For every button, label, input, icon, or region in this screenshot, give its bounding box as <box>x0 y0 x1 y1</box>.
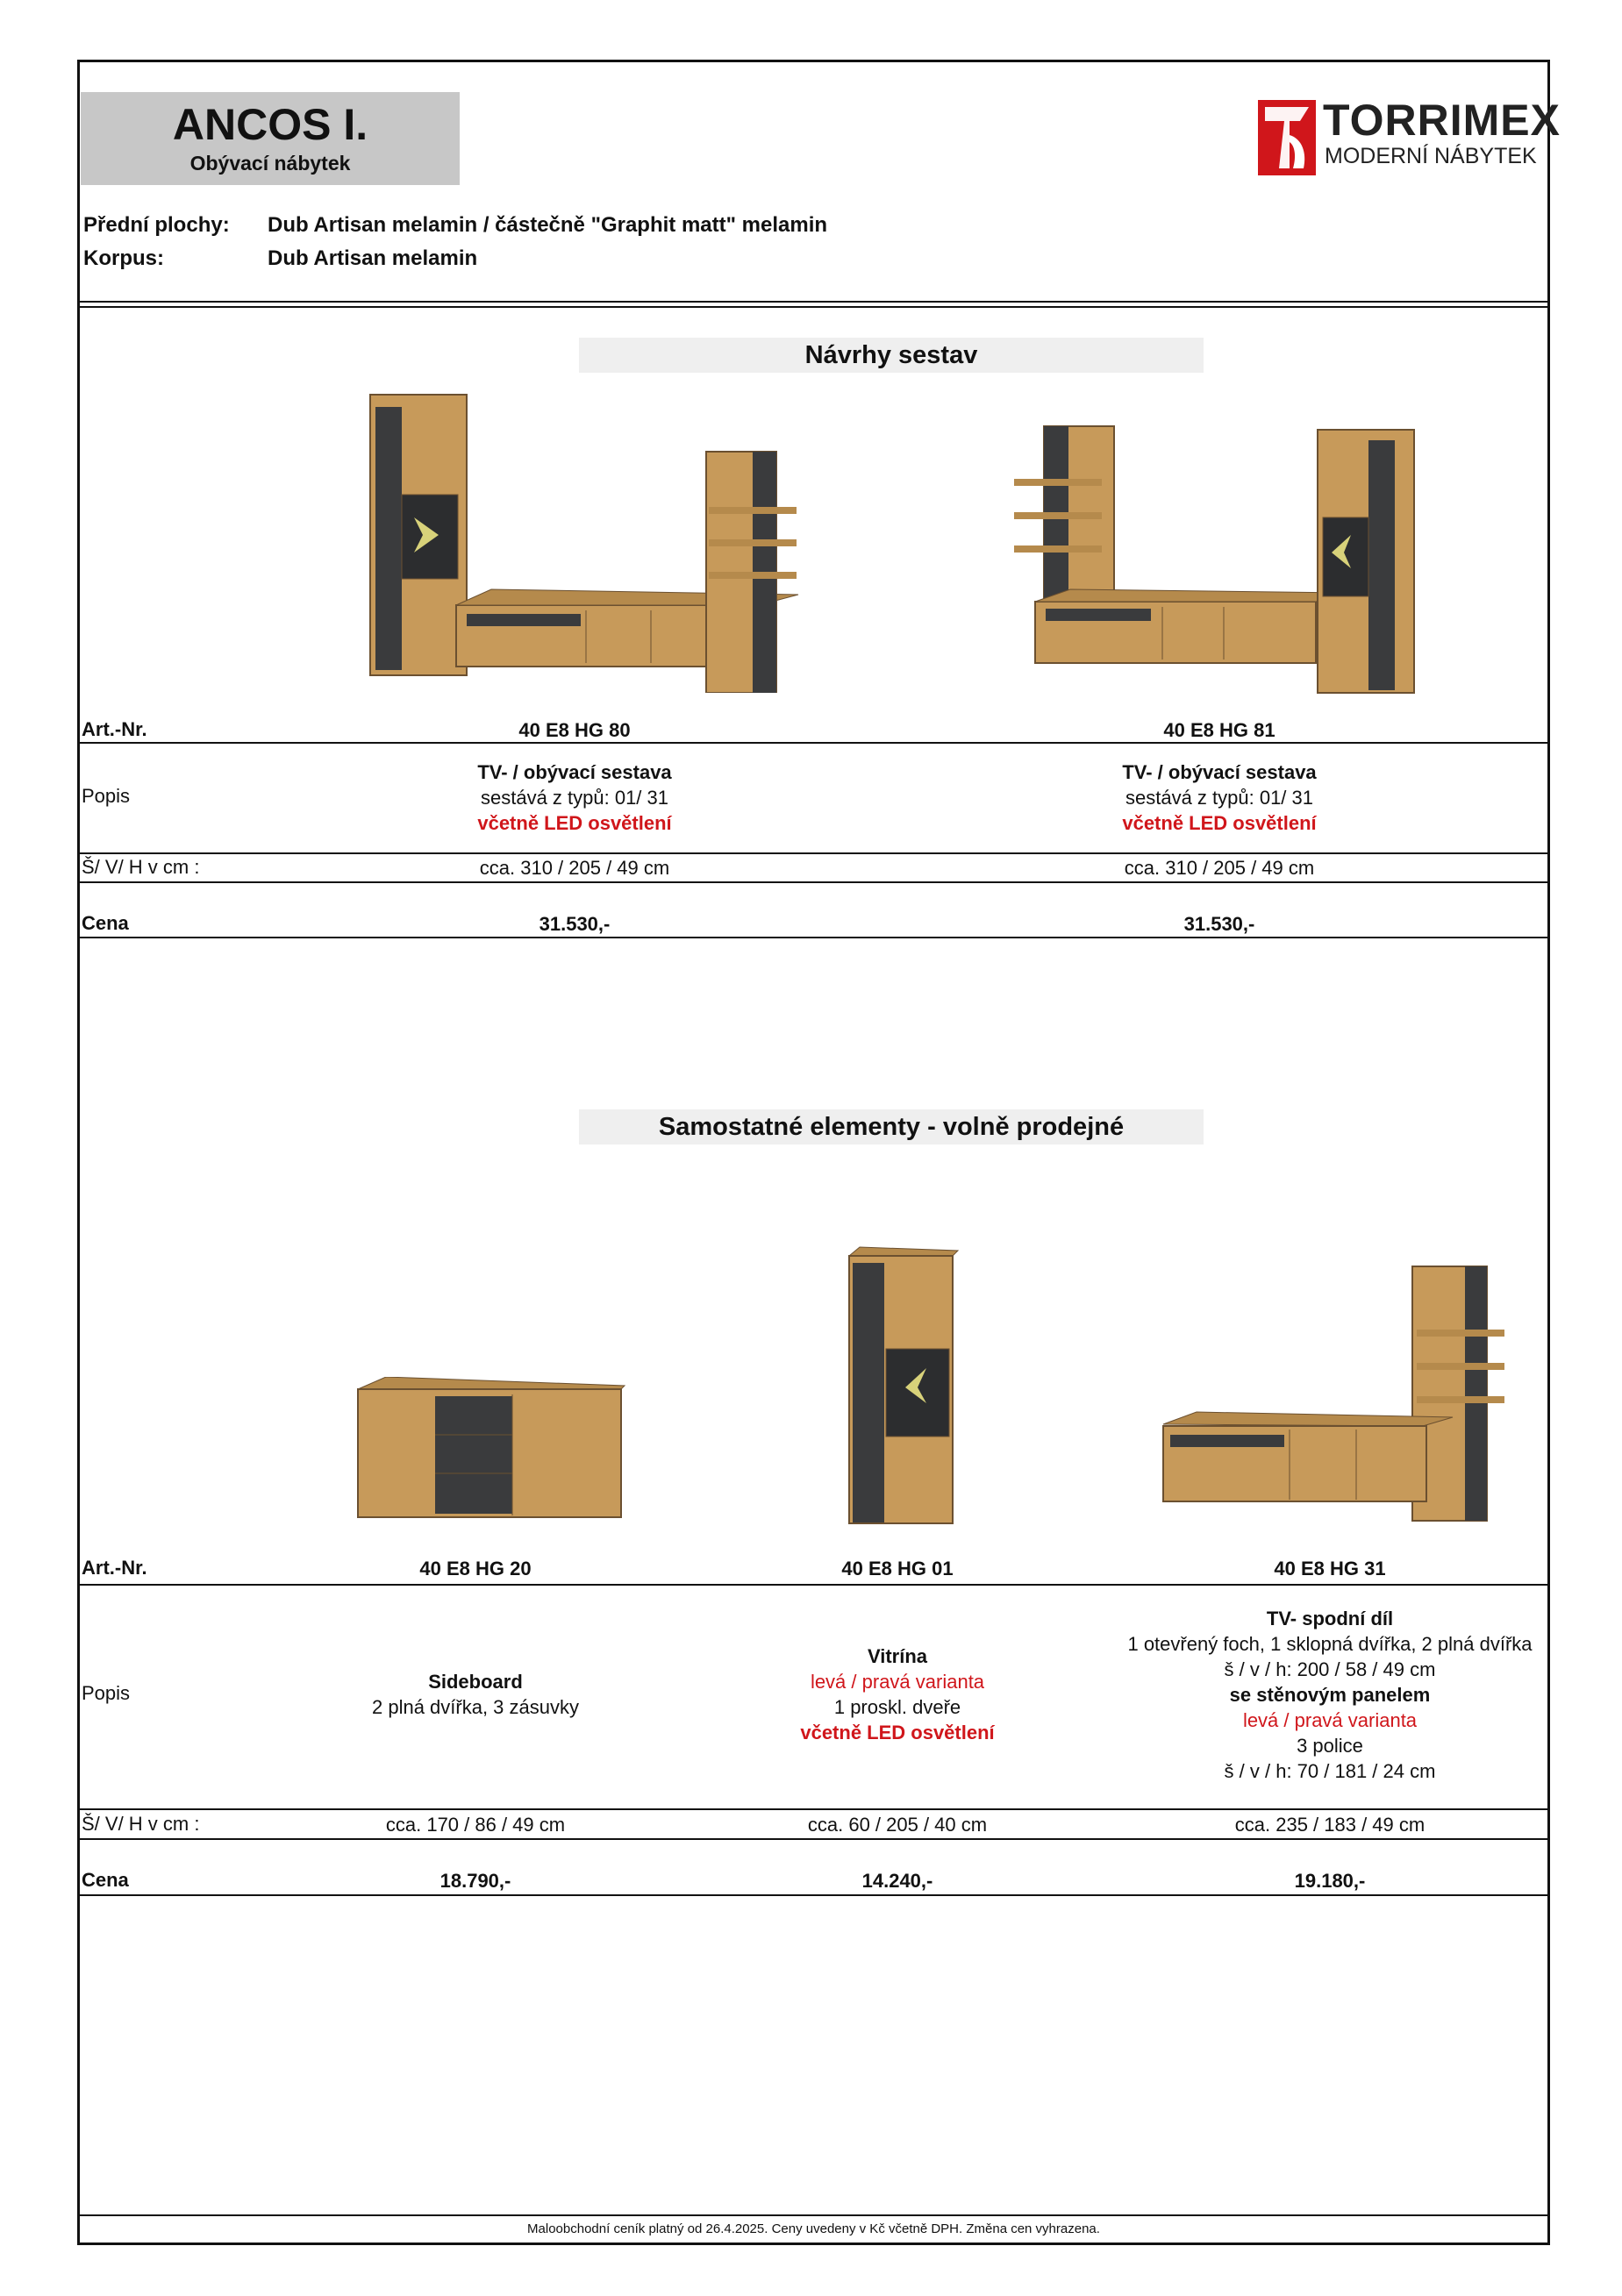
item-price: 18.790,- <box>439 1870 511 1892</box>
art-number: 40 E8 HG 80 <box>518 719 631 741</box>
divider <box>77 1838 1550 1840</box>
section-heading-elements: Samostatné elementy - volně prodejné <box>579 1109 1204 1144</box>
item-price: 31.530,- <box>539 913 611 935</box>
popis-label: Popis <box>82 1682 131 1704</box>
item-price: 19.180,- <box>1294 1870 1366 1892</box>
divider <box>77 1894 1550 1896</box>
desc-led: včetně LED osvětlení <box>477 812 672 834</box>
desc-title: TV- spodní díl <box>1266 1608 1394 1629</box>
dims-label: Š/ V/ H v cm : <box>82 1813 200 1835</box>
item-description <box>1097 1606 1562 1784</box>
artnr-label: Art.-Nr. <box>82 1557 147 1579</box>
tv-unit-image <box>1158 1263 1526 1526</box>
body-label: Korpus: <box>83 246 164 270</box>
divider <box>77 881 1550 883</box>
desc-title: TV- / obývací sestava <box>1122 761 1317 783</box>
furniture-set-81-image <box>1000 421 1439 702</box>
vitrine-image <box>842 1245 965 1526</box>
desc-title: Vitrína <box>867 1645 928 1667</box>
desc-title: Sideboard <box>428 1671 523 1693</box>
divider <box>77 1584 1550 1586</box>
page-subtitle: Obývací nábytek <box>189 152 351 175</box>
desc-variant: levá / pravá varianta <box>1242 1709 1418 1731</box>
desc-subtitle: se stěnovým panelem <box>1229 1684 1431 1706</box>
art-number: 40 E8 HG 81 <box>1163 719 1275 741</box>
item-description <box>678 1644 1117 1745</box>
desc-line: 2 plná dvířka, 3 zásuvky <box>371 1696 579 1718</box>
price-label: Cena <box>82 1869 129 1891</box>
desc-led: včetně LED osvětlení <box>1122 812 1317 834</box>
desc-led: včetně LED osvětlení <box>800 1722 995 1743</box>
desc-title: TV- / obývací sestava <box>477 761 672 783</box>
page-frame <box>77 60 1550 2245</box>
dims-label: Š/ V/ H v cm : <box>82 856 200 878</box>
item-dimensions: cca. 310 / 205 / 49 cm <box>1124 857 1315 879</box>
furniture-set-80-image <box>360 386 807 693</box>
price-label: Cena <box>82 912 129 934</box>
divider <box>77 1808 1550 1810</box>
item-dimensions: cca. 60 / 205 / 40 cm <box>807 1814 988 1836</box>
desc-line: 1 otevřený foch, 1 sklopná dvířka, 2 plná dvířka <box>1127 1633 1533 1655</box>
item-description <box>355 759 794 836</box>
item-description <box>256 1669 695 1720</box>
art-number: 40 E8 HG 01 <box>841 1558 954 1579</box>
brand-logo <box>1258 96 1561 177</box>
fronts-value: Dub Artisan melamin / částečně "Graphit matt" melamin <box>268 213 828 237</box>
desc-line: sestává z typů: 01/ 31 <box>1125 787 1314 809</box>
divider <box>77 301 1550 303</box>
desc-variant: levá / pravá varianta <box>810 1671 985 1693</box>
art-number: 40 E8 HG 20 <box>419 1558 532 1579</box>
page-title: ANCOS I. <box>172 100 368 149</box>
item-price: 31.530,- <box>1183 913 1255 935</box>
item-description <box>1000 759 1439 836</box>
section-heading-sets: Návrhy sestav <box>579 338 1204 373</box>
item-dimensions: cca. 235 / 183 / 49 cm <box>1234 1814 1426 1836</box>
body-value: Dub Artisan melamin <box>268 246 478 270</box>
divider <box>77 306 1550 308</box>
brand-mark-icon <box>1258 100 1316 175</box>
footer-note: Maloobchodní ceník platný od 26.4.2025. Ceny uvedeny v Kč včetně DPH. Změna cen vyhrazena. <box>527 2221 1100 2236</box>
desc-line: š / v / h: 200 / 58 / 49 cm <box>1224 1658 1436 1680</box>
fronts-label: Přední plochy: <box>83 213 230 237</box>
art-number: 40 E8 HG 31 <box>1274 1558 1386 1579</box>
desc-line: sestává z typů: 01/ 31 <box>480 787 669 809</box>
title-box <box>81 92 460 185</box>
desc-line: 3 police <box>1297 1735 1363 1757</box>
brand-name: TORRIMEX <box>1323 96 1561 145</box>
popis-label: Popis <box>82 785 131 807</box>
desc-line: 1 proskl. dveře <box>833 1696 961 1718</box>
divider <box>77 852 1550 854</box>
item-dimensions: cca. 170 / 86 / 49 cm <box>385 1814 566 1836</box>
item-price: 14.240,- <box>861 1870 933 1892</box>
divider <box>77 937 1550 938</box>
divider <box>77 2214 1550 2216</box>
artnr-label: Art.-Nr. <box>82 718 147 740</box>
desc-line: š / v / h: 70 / 181 / 24 cm <box>1224 1760 1436 1782</box>
sideboard-image <box>351 1377 632 1526</box>
brand-tagline: MODERNÍ NÁBYTEK <box>1325 144 1537 168</box>
item-dimensions: cca. 310 / 205 / 49 cm <box>479 857 670 879</box>
